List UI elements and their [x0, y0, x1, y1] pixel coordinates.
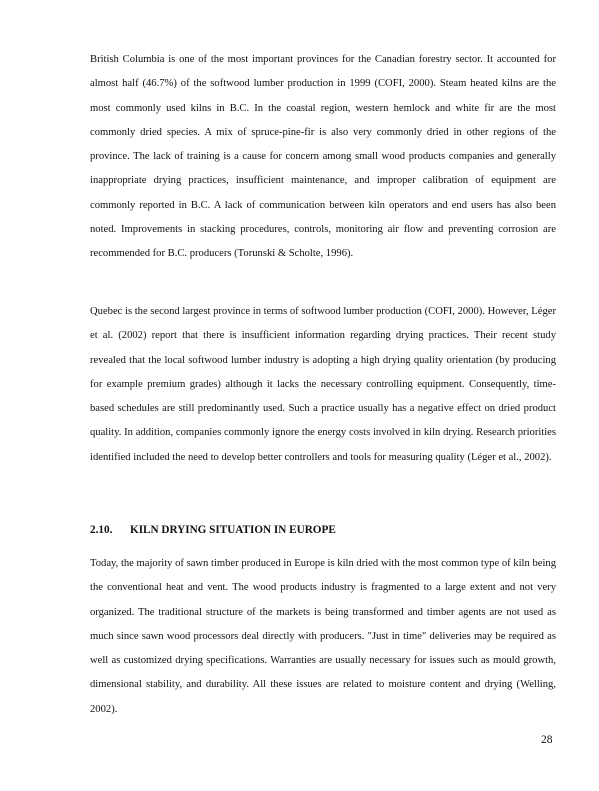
section-number: 2.10. [90, 524, 113, 536]
page-number: 28 [541, 734, 553, 746]
paragraph-british-columbia: British Columbia is one of the most important provinces for the Canadian forestry sector. It accounted for almost half (46.7%) of the softwood lumber production in 1999 (COFI, 2000). Steam heated kilns are the most commonly used kilns in B.C. In the coastal region, western hemlock and white fir are the most commonly dried species. A mix of spruce-pine-fir is also very commonly dried in other regions of the province. The lack of training is a cause for concern among small wood products companies and generally inappropriate drying practices, insufficient maintenance, and improper calibration of equipment are commonly reported in B.C. A lack of communication between kiln operators and end users has also been noted. Improvements in stacking procedures, controls, monitoring air flow and preventing corrosion are recommended for B.C. producers (Torunski & Scholte, 1996). [90, 54, 556, 260]
paragraph-quebec: Quebec is the second largest province in terms of softwood lumber production (COFI, 2000). However, Léger et al. (2002) report that there is insufficient information regarding drying practices. Their recent study revealed that the local softwood lumber industry is adopting a high drying quality orientation (by producing for example premium grades) although it lacks the necessary controlling equipment. Consequently, time-based schedules are still predominantly used. Such a practice usually has a negative effect on dried product quality. In addition, companies commonly ignore the energy costs involved in kiln drying. Research priorities identified included the need to develop better controllers and tools for measuring quality (Léger et al., 2002). [90, 306, 556, 463]
section-title: KILN DRYING SITUATION IN EUROPE [130, 524, 336, 536]
section-heading [90, 524, 336, 536]
paragraph-europe: Today, the majority of sawn timber produced in Europe is kiln dried with the most common type of kiln being the conventional heat and vent. The wood products industry is fragmented to a large extent and not very organized. The traditional structure of the markets is being transformed and timber agents are not used as much since sawn wood processors deal directly with producers. "Just in time" deliveries may be required as well as customized drying specifications. Warranties are usually necessary for issues such as mould growth, dimensional stability, and durability. All these issues are related to moisture content and drying (Welling, 2002). [90, 558, 556, 715]
